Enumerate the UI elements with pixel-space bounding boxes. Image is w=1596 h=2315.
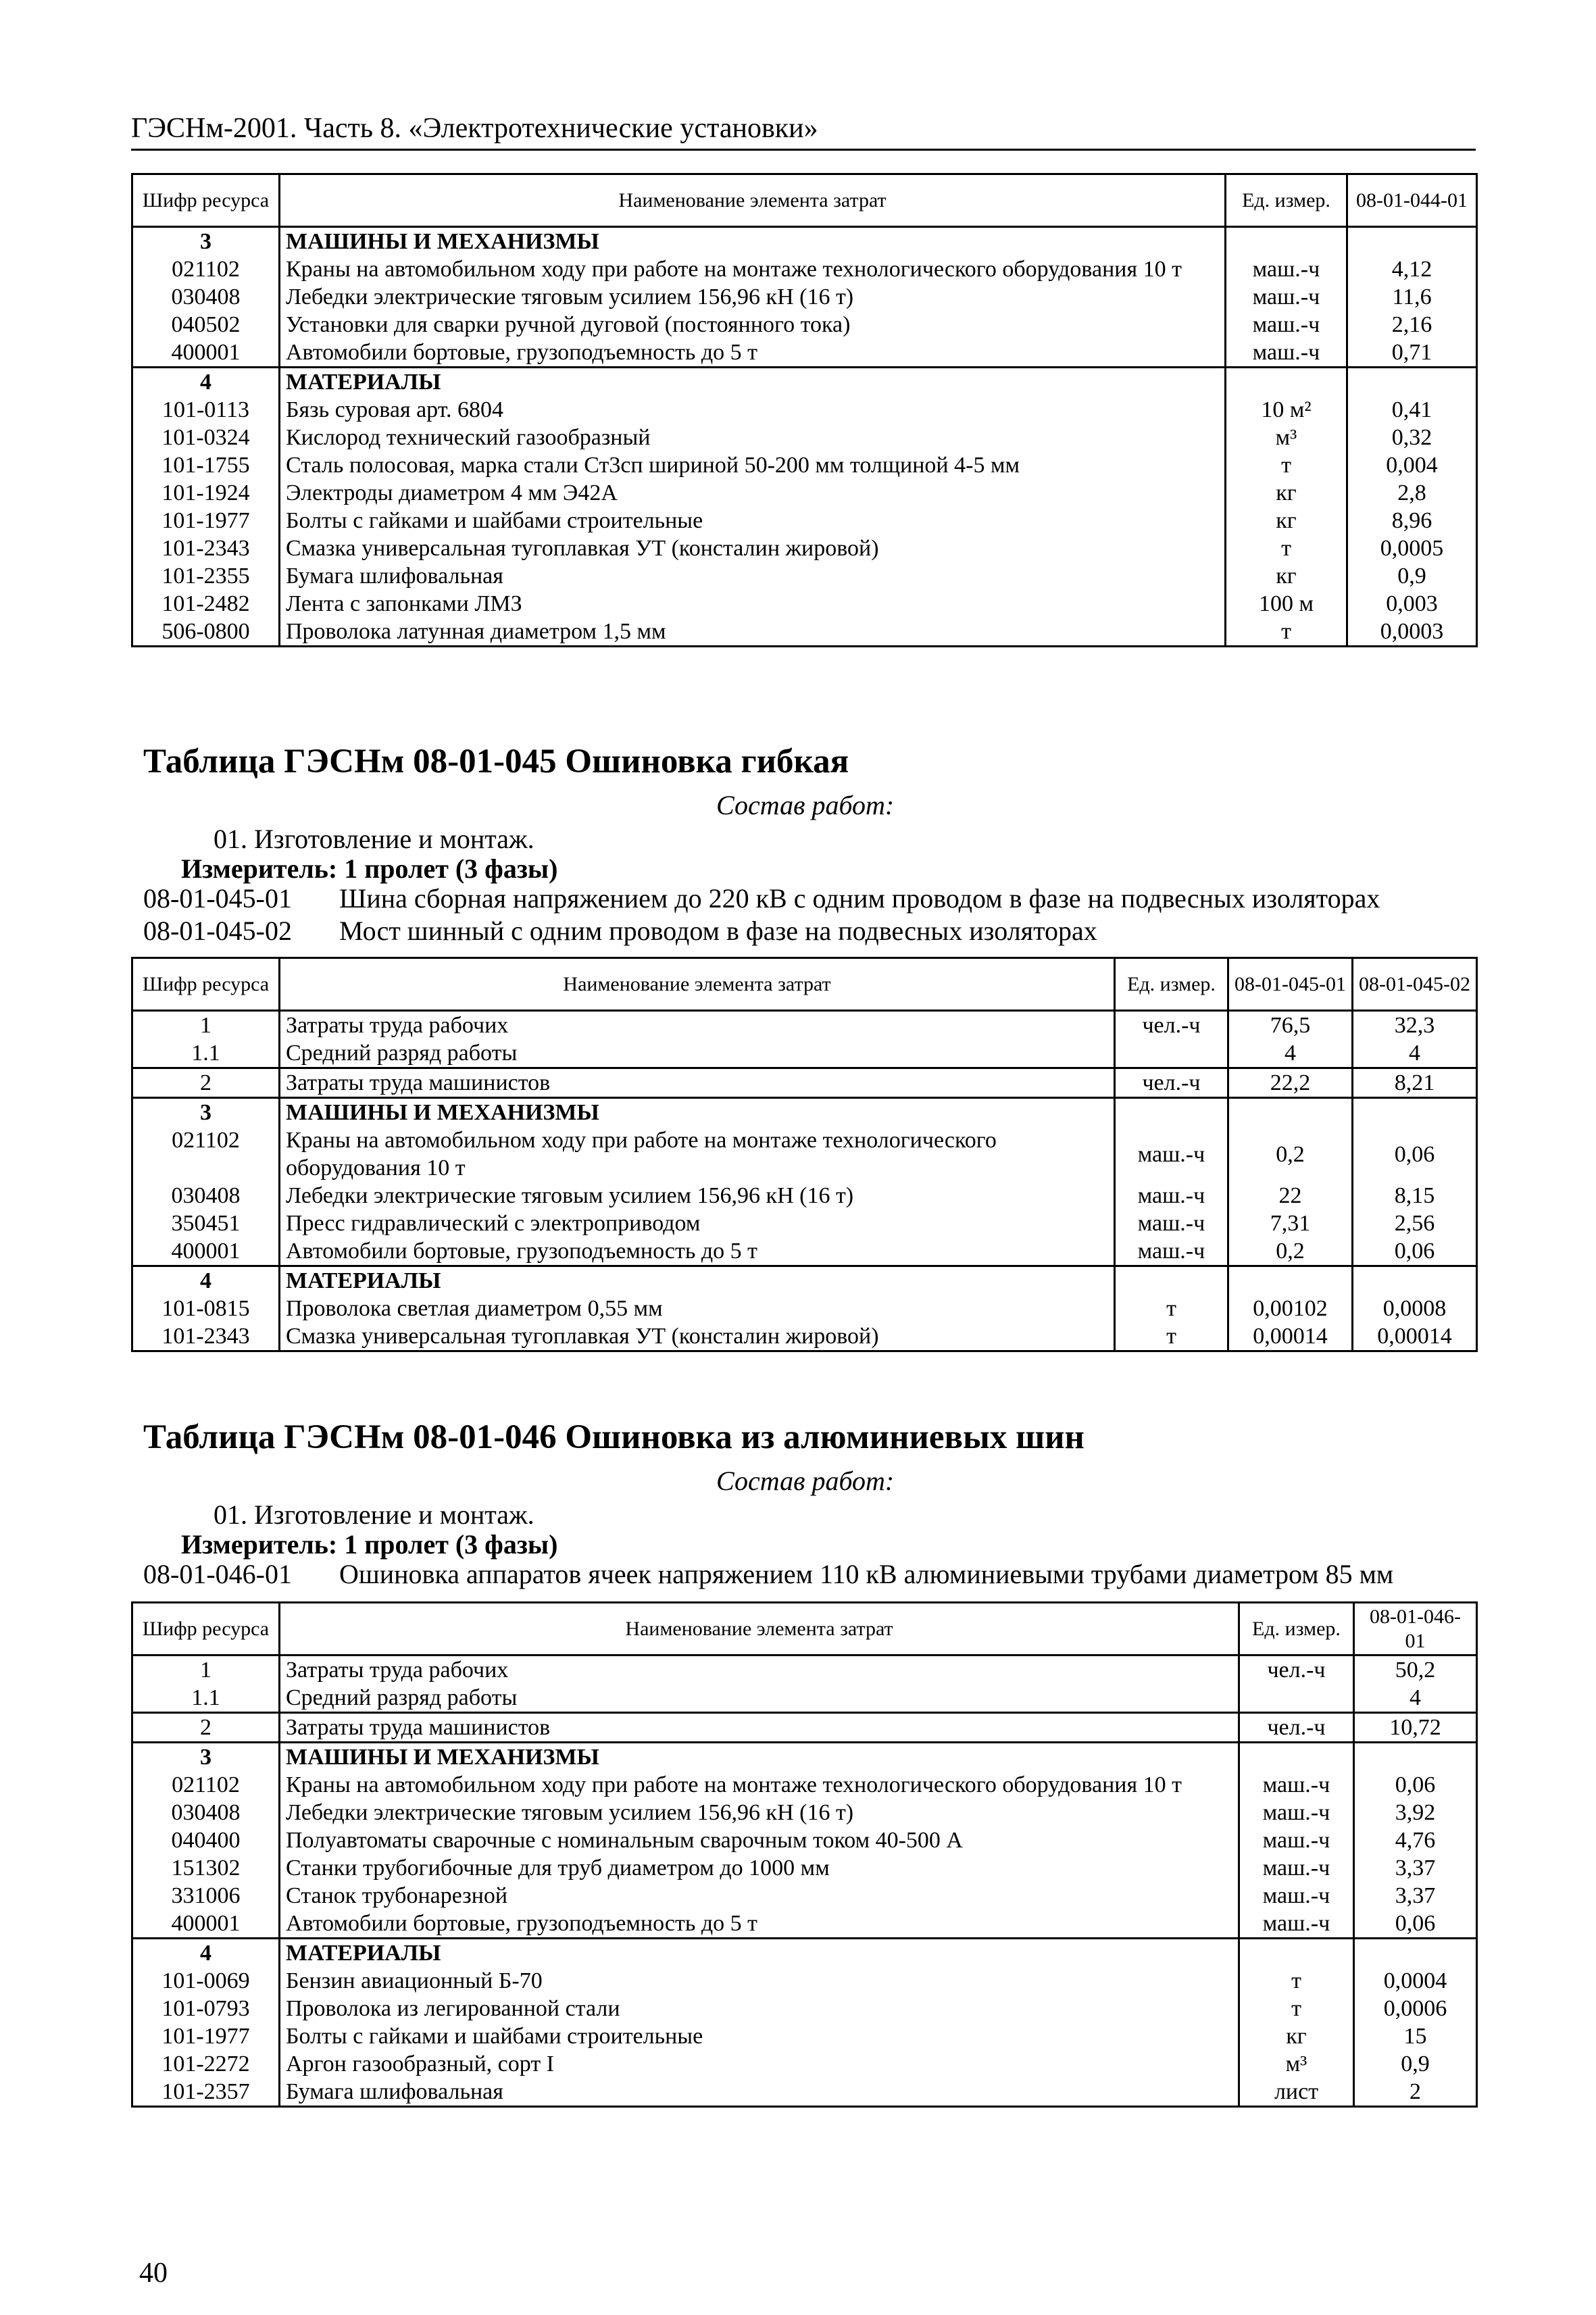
unit: т [1226, 451, 1347, 479]
table-row [132, 368, 1477, 397]
norm-description: Ошиновка аппаратов ячеек напряжением 110 кВ алюминиевыми трубами диаметром 85 мм [339, 1559, 1394, 1589]
resource-code: 101-1924 [132, 479, 280, 507]
table-row [132, 1266, 1477, 1295]
resource-code: 021102 [132, 255, 280, 283]
norm-value: 0,9 [1354, 2050, 1477, 2078]
norm-value: 76,5 [1228, 1011, 1353, 1040]
cost-element-name: МАШИНЫ И МЕХАНИЗМЫ [280, 1743, 1239, 1772]
norm-value [1228, 1098, 1353, 1127]
unit [1239, 1939, 1354, 1968]
col-header-code: Шифр ресурса [132, 174, 280, 227]
unit: т [1239, 1967, 1354, 1995]
table-row [132, 562, 1477, 590]
cost-element-name: Средний разряд работы [280, 1039, 1115, 1068]
resource-code: 101-2355 [132, 562, 280, 590]
cost-element-name: Болты с гайками и шайбами строительные [280, 507, 1226, 534]
resource-code: 331006 [132, 1882, 280, 1910]
norm-value: 0,32 [1347, 424, 1477, 451]
cost-element-name: МАТЕРИАЛЫ [280, 1939, 1239, 1968]
norm-value [1353, 1098, 1477, 1127]
unit: 100 м [1226, 590, 1347, 618]
unit: маш.-ч [1239, 1771, 1354, 1799]
unit: маш.-ч [1239, 1854, 1354, 1882]
resource-code: 3 [132, 1098, 280, 1127]
col-header-name: Наименование элемента затрат [280, 958, 1115, 1011]
cost-element-name: Автомобили бортовые, грузоподъемность до 5 т [280, 1237, 1115, 1266]
table-row [132, 1882, 1477, 1910]
table-row [132, 255, 1477, 283]
unit: маш.-ч [1239, 1882, 1354, 1910]
resource-code: 101-0815 [132, 1295, 280, 1322]
cost-element-name: Бензин авиационный Б-70 [280, 1967, 1239, 1995]
cost-element-name: МАШИНЫ И МЕХАНИЗМЫ [280, 227, 1226, 256]
resource-code: 506-0800 [132, 618, 280, 647]
norm-value: 0,0005 [1347, 534, 1477, 562]
unit: м³ [1239, 2050, 1354, 2078]
norm-value: 0,0003 [1347, 618, 1477, 647]
norm-value: 0,00102 [1228, 1295, 1353, 1322]
norm-description: Шина сборная напряжением до 220 кВ с одним проводом в фазе на подвесных изоляторах [339, 883, 1380, 914]
norm-value: 3,37 [1354, 1854, 1477, 1882]
cost-element-name: Краны на автомобильном ходу при работе на монтаже технологического оборудования 10 т [280, 1771, 1239, 1799]
work-composition-label: Состав работ: [716, 790, 895, 820]
unit [1226, 227, 1347, 256]
norm-value: 10,72 [1354, 1713, 1477, 1743]
resource-code: 101-2272 [132, 2050, 280, 2078]
table-row [132, 227, 1477, 256]
norm-value: 4,76 [1354, 1826, 1477, 1854]
norm-value: 22,2 [1228, 1068, 1353, 1098]
unit: кг [1226, 562, 1347, 590]
cost-element-name: Смазка универсальная тугоплавкая УТ (консталин жировой) [280, 534, 1226, 562]
work-item: 01. Изготовление и монтаж. [214, 824, 534, 854]
table-row [132, 283, 1477, 311]
norm-value [1354, 1939, 1477, 1968]
resource-code: 101-1977 [132, 507, 280, 534]
unit [1115, 1266, 1228, 1295]
norm-description: Мост шинный с одним проводом в фазе на подвесных изоляторах [339, 916, 1097, 946]
cost-element-name: Автомобили бортовые, грузоподъемность до 5 т [280, 1910, 1239, 1939]
table-row [132, 1011, 1477, 1040]
table-row [132, 1939, 1477, 1968]
table-row [132, 1995, 1477, 2022]
cost-element-name: Пресс гидравлический с электроприводом [280, 1210, 1115, 1237]
unit: чел.-ч [1239, 1656, 1354, 1685]
cost-element-name: Лебедки электрические тяговым усилием 156,96 кН (16 т) [280, 1182, 1115, 1210]
measure-unit: Измеритель: 1 пролет (3 фазы) [181, 1529, 558, 1560]
resource-code: 101-0324 [132, 424, 280, 451]
table-row [132, 2022, 1477, 2050]
col-header-norm: 08-01-046-01 [1354, 1603, 1477, 1656]
norm-code: 08-01-045-01 [143, 883, 292, 914]
unit: кг [1226, 507, 1347, 534]
norm-value: 2,16 [1347, 311, 1477, 339]
norm-value: 8,15 [1353, 1182, 1477, 1210]
page-number: 40 [139, 2258, 168, 2289]
table-row [132, 2078, 1477, 2107]
table-row [132, 1656, 1477, 1685]
resource-code: 101-2482 [132, 590, 280, 618]
norms-table-08-01-044 [131, 173, 1478, 647]
cost-element-name: Бумага шлифовальная [280, 562, 1226, 590]
norm-value: 8,96 [1347, 507, 1477, 534]
cost-element-name: Аргон газообразный, сорт I [280, 2050, 1239, 2078]
norm-value: 0,06 [1354, 1910, 1477, 1939]
table-row [132, 396, 1477, 424]
table-header-row [132, 958, 1477, 1011]
norm-value: 4 [1228, 1039, 1353, 1068]
cost-element-name: МАШИНЫ И МЕХАНИЗМЫ [280, 1098, 1115, 1127]
norm-value: 2,8 [1347, 479, 1477, 507]
norm-code-row [143, 882, 1380, 914]
resource-code: 040400 [132, 1826, 280, 1854]
cost-element-name: Средний разряд работы [280, 1684, 1239, 1713]
norm-value: 3,37 [1354, 1882, 1477, 1910]
norm-code: 08-01-045-02 [143, 916, 292, 946]
norm-value: 0,9 [1347, 562, 1477, 590]
resource-code: 021102 [132, 1126, 280, 1182]
norm-value: 0,06 [1353, 1126, 1477, 1182]
table-title-045: Таблица ГЭСНм 08-01-045 Ошиновка гибкая [143, 743, 849, 780]
resource-code: 101-1977 [132, 2022, 280, 2050]
norm-value: 4,12 [1347, 255, 1477, 283]
table-row [132, 1684, 1477, 1713]
norm-value: 8,21 [1353, 1068, 1477, 1098]
norm-value: 3,92 [1354, 1799, 1477, 1826]
table-row [132, 1713, 1477, 1743]
cost-element-name: Кислород технический газообразный [280, 424, 1226, 451]
unit: 10 м² [1226, 396, 1347, 424]
resource-code: 4 [132, 368, 280, 397]
norm-value: 0,06 [1354, 1771, 1477, 1799]
col-header-norm: 08-01-045-02 [1353, 958, 1477, 1011]
work-composition-label: Состав работ: [716, 1466, 895, 1496]
resource-code: 2 [132, 1068, 280, 1098]
unit: лист [1239, 2078, 1354, 2107]
resource-code: 4 [132, 1266, 280, 1295]
norm-value: 0,06 [1353, 1237, 1477, 1266]
col-header-unit: Ед. измер. [1115, 958, 1228, 1011]
table-header-row [132, 174, 1477, 227]
table-row [132, 311, 1477, 339]
cost-element-name: Проволока латунная диаметром 1,5 мм [280, 618, 1226, 647]
norm-value: 0,2 [1228, 1126, 1353, 1182]
col-header-norm: 08-01-045-01 [1228, 958, 1353, 1011]
unit: маш.-ч [1226, 311, 1347, 339]
resource-code: 3 [132, 227, 280, 256]
resource-code: 2 [132, 1713, 280, 1743]
cost-element-name: Затраты труда машинистов [280, 1713, 1239, 1743]
norm-value: 0,41 [1347, 396, 1477, 424]
unit: маш.-ч [1226, 255, 1347, 283]
table-row [132, 1854, 1477, 1882]
resource-code: 350451 [132, 1210, 280, 1237]
cost-element-name: Сталь полосовая, марка стали Ст3сп шириной 50-200 мм толщиной 4-5 мм [280, 451, 1226, 479]
table-row [132, 1826, 1477, 1854]
norm-value: 0,004 [1347, 451, 1477, 479]
cost-element-name: Станок трубонарезной [280, 1882, 1239, 1910]
resource-code: 3 [132, 1743, 280, 1772]
norm-value: 0,0006 [1354, 1995, 1477, 2022]
table-row [132, 451, 1477, 479]
table-row [132, 618, 1477, 647]
norm-value: 32,3 [1353, 1011, 1477, 1040]
resource-code: 040502 [132, 311, 280, 339]
unit: м³ [1226, 424, 1347, 451]
resource-code: 4 [132, 1939, 280, 1968]
cost-element-name: Затраты труда рабочих [280, 1656, 1239, 1685]
cost-element-name: Лебедки электрические тяговым усилием 156,96 кН (16 т) [280, 1799, 1239, 1826]
resource-code: 101-0793 [132, 1995, 280, 2022]
norm-value: 50,2 [1354, 1656, 1477, 1685]
cost-element-name: Краны на автомобильном ходу при работе на монтаже технологического оборудования 10 т [280, 1126, 1115, 1182]
unit: маш.-ч [1115, 1210, 1228, 1237]
table-row [132, 1322, 1477, 1351]
cost-element-name: Станки трубогибочные для труб диаметром до 1000 мм [280, 1854, 1239, 1882]
col-header-name: Наименование элемента затрат [280, 174, 1226, 227]
unit: маш.-ч [1115, 1237, 1228, 1266]
resource-code: 1 [132, 1011, 280, 1040]
unit: чел.-ч [1115, 1068, 1228, 1098]
table-row [132, 1126, 1477, 1182]
norm-value: 4 [1353, 1039, 1477, 1068]
resource-code: 101-2343 [132, 534, 280, 562]
table-row [132, 339, 1477, 368]
col-header-name: Наименование элемента затрат [280, 1603, 1239, 1656]
norm-value: 22 [1228, 1182, 1353, 1210]
norm-value: 0,0008 [1353, 1295, 1477, 1322]
norm-value: 4 [1354, 1684, 1477, 1713]
unit: маш.-ч [1239, 1799, 1354, 1826]
table-row [132, 1098, 1477, 1127]
unit: чел.-ч [1115, 1011, 1228, 1040]
unit: маш.-ч [1115, 1126, 1228, 1182]
table-row [132, 2050, 1477, 2078]
page-header: ГЭСНм-2001. Часть 8. «Электротехнические установки» [131, 112, 1476, 151]
norm-value: 0,71 [1347, 339, 1477, 368]
table-row [132, 1210, 1477, 1237]
cost-element-name: Установки для сварки ручной дуговой (постоянного тока) [280, 311, 1226, 339]
col-header-code: Шифр ресурса [132, 958, 280, 1011]
norm-value: 15 [1354, 2022, 1477, 2050]
cost-element-name: Затраты труда машинистов [280, 1068, 1115, 1098]
cost-element-name: Полуавтоматы сварочные с номинальным сварочным током 40-500 А [280, 1826, 1239, 1854]
cost-element-name: Бязь суровая арт. 6804 [280, 396, 1226, 424]
unit: т [1226, 534, 1347, 562]
resource-code: 400001 [132, 1237, 280, 1266]
resource-code: 030408 [132, 283, 280, 311]
norm-value: 0,2 [1228, 1237, 1353, 1266]
cost-element-name: Электроды диаметром 4 мм Э42А [280, 479, 1226, 507]
unit: маш.-ч [1239, 1826, 1354, 1854]
resource-code: 101-1755 [132, 451, 280, 479]
resource-code: 021102 [132, 1771, 280, 1799]
unit: маш.-ч [1239, 1910, 1354, 1939]
norms-table-08-01-045 [131, 957, 1478, 1352]
norm-value: 0,00014 [1353, 1322, 1477, 1351]
norm-code-row [143, 1558, 1393, 1590]
cost-element-name: Бумага шлифовальная [280, 2078, 1239, 2107]
unit [1115, 1098, 1228, 1127]
resource-code: 101-2343 [132, 1322, 280, 1351]
norm-value: 0,00014 [1228, 1322, 1353, 1351]
table-row [132, 1743, 1477, 1772]
unit [1226, 368, 1347, 397]
unit: маш.-ч [1226, 339, 1347, 368]
resource-code: 1.1 [132, 1684, 280, 1713]
unit [1239, 1743, 1354, 1772]
cost-element-name: Краны на автомобильном ходу при работе на монтаже технологического оборудования 10 т [280, 255, 1226, 283]
cost-element-name: Автомобили бортовые, грузоподъемность до 5 т [280, 339, 1226, 368]
col-header-code: Шифр ресурса [132, 1603, 280, 1656]
measure-unit: Измеритель: 1 пролет (3 фазы) [181, 853, 558, 884]
cost-element-name: МАТЕРИАЛЫ [280, 1266, 1115, 1295]
table-header-row [132, 1603, 1477, 1656]
unit: т [1115, 1295, 1228, 1322]
unit [1115, 1039, 1228, 1068]
table-row [132, 1182, 1477, 1210]
resource-code: 151302 [132, 1854, 280, 1882]
norm-code-row [143, 915, 1097, 947]
table-row [132, 1967, 1477, 1995]
norms-table-08-01-046 [131, 1601, 1478, 2108]
cost-element-name: Смазка универсальная тугоплавкая УТ (консталин жировой) [280, 1322, 1115, 1351]
table-title-046: Таблица ГЭСНм 08-01-046 Ошиновка из алюминиевых шин [143, 1418, 1084, 1456]
resource-code: 400001 [132, 1910, 280, 1939]
table-row [132, 1068, 1477, 1098]
norm-value: 11,6 [1347, 283, 1477, 311]
resource-code: 101-0113 [132, 396, 280, 424]
resource-code: 030408 [132, 1799, 280, 1826]
col-header-unit: Ед. измер. [1239, 1603, 1354, 1656]
table-row [132, 424, 1477, 451]
cost-element-name: МАТЕРИАЛЫ [280, 368, 1226, 397]
table-row [132, 1771, 1477, 1799]
resource-code: 1.1 [132, 1039, 280, 1068]
cost-element-name: Лента с запонками ЛМЗ [280, 590, 1226, 618]
unit: кг [1226, 479, 1347, 507]
table-row [132, 1237, 1477, 1266]
unit: т [1226, 618, 1347, 647]
norm-value: 2,56 [1353, 1210, 1477, 1237]
table-row [132, 590, 1477, 618]
norm-value [1228, 1266, 1353, 1295]
norm-code: 08-01-046-01 [143, 1559, 292, 1589]
cost-element-name: Лебедки электрические тяговым усилием 156,96 кН (16 т) [280, 283, 1226, 311]
table-row [132, 479, 1477, 507]
resource-code: 101-0069 [132, 1967, 280, 1995]
cost-element-name: Затраты труда рабочих [280, 1011, 1115, 1040]
norm-value [1347, 227, 1477, 256]
norm-value [1347, 368, 1477, 397]
norm-value [1353, 1266, 1477, 1295]
unit [1239, 1684, 1354, 1713]
norm-value: 2 [1354, 2078, 1477, 2107]
unit: кг [1239, 2022, 1354, 2050]
cost-element-name: Болты с гайками и шайбами строительные [280, 2022, 1239, 2050]
norm-value [1354, 1743, 1477, 1772]
cost-element-name: Проволока светлая диаметром 0,55 мм [280, 1295, 1115, 1322]
norm-value: 0,0004 [1354, 1967, 1477, 1995]
unit: маш.-ч [1115, 1182, 1228, 1210]
unit: т [1239, 1995, 1354, 2022]
col-header-unit: Ед. измер. [1226, 174, 1347, 227]
resource-code: 400001 [132, 339, 280, 368]
resource-code: 1 [132, 1656, 280, 1685]
table-row [132, 1910, 1477, 1939]
table-row [132, 1295, 1477, 1322]
table-row [132, 1799, 1477, 1826]
col-header-norm: 08-01-044-01 [1347, 174, 1477, 227]
work-item: 01. Изготовление и монтаж. [214, 1499, 534, 1530]
table-row [132, 507, 1477, 534]
cost-element-name: Проволока из легированной стали [280, 1995, 1239, 2022]
table-row [132, 1039, 1477, 1068]
unit: т [1115, 1322, 1228, 1351]
norm-value: 0,003 [1347, 590, 1477, 618]
norm-value: 7,31 [1228, 1210, 1353, 1237]
unit: маш.-ч [1226, 283, 1347, 311]
resource-code: 030408 [132, 1182, 280, 1210]
table-row [132, 534, 1477, 562]
resource-code: 101-2357 [132, 2078, 280, 2107]
unit: чел.-ч [1239, 1713, 1354, 1743]
